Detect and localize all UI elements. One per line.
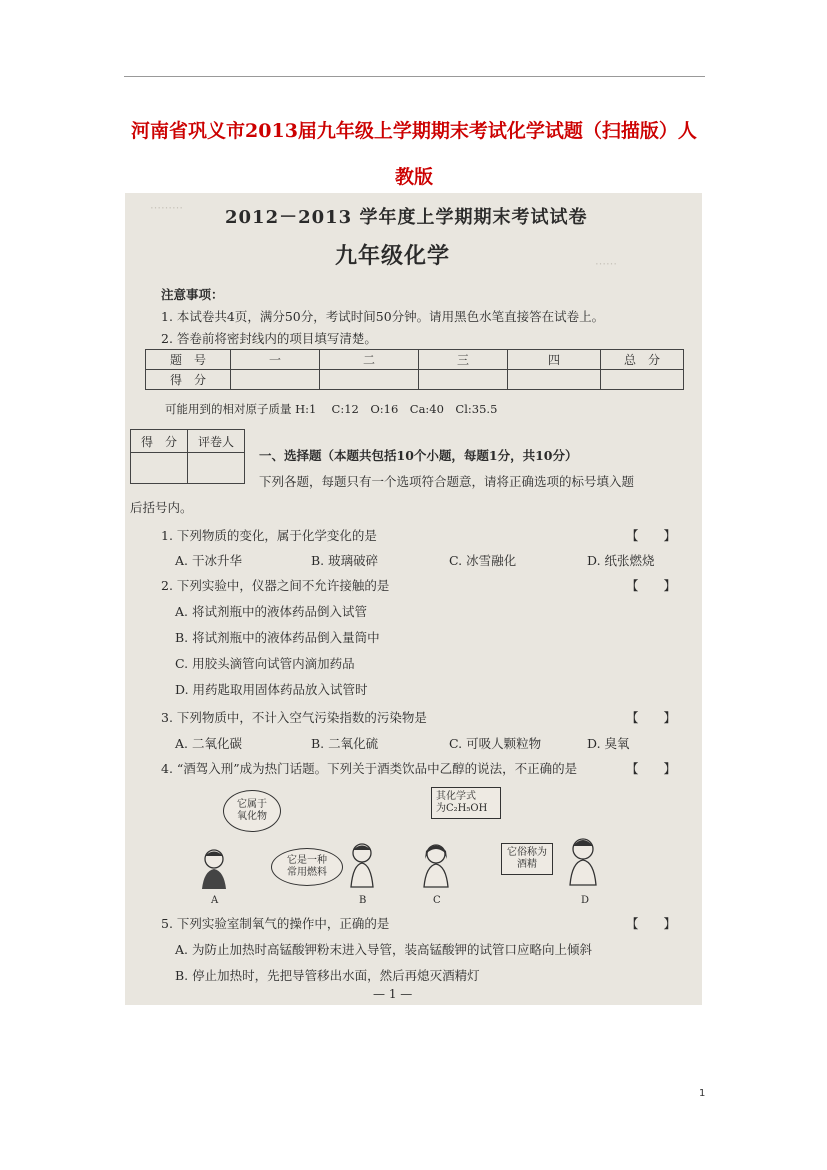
person-a-icon	[199, 847, 231, 891]
grader-box-row	[131, 453, 245, 484]
person-d-icon	[565, 835, 601, 887]
bubble-text: 它俗称为酒精	[507, 847, 547, 870]
grader-box-cell	[131, 453, 188, 484]
option: B. 停止加热时，先把导管移出水面，然后再熄灭酒精灯	[175, 968, 480, 983]
exam-title: 2012－2013 学年度上学期期末考试试卷	[225, 207, 588, 228]
section1-instructions: 下列各题，每题只有一个选项符合题意，请将正确选项的标号填入题	[259, 474, 635, 489]
question-5: 5. 下列实验室制氧气的操作中，正确的是	[161, 916, 390, 931]
score-table-row	[146, 350, 684, 370]
score-table-cell: 总 分	[601, 350, 684, 370]
score-table-cell: 得 分	[146, 370, 231, 390]
score-table-cell	[231, 370, 320, 390]
speech-bubble-c	[431, 787, 501, 819]
speech-bubble-b	[271, 848, 343, 886]
option: A. 二氧化碳	[175, 736, 242, 751]
speech-bubble-d	[501, 843, 553, 875]
speech-bubble-a	[223, 790, 281, 832]
option: C. 冰雪融化	[449, 553, 517, 568]
grader-box-cell	[188, 453, 245, 484]
score-table-cell: 四	[508, 350, 601, 370]
note-2: 2. 答卷前将密封线内的项目填写清楚。	[161, 331, 377, 346]
grader-box-cell: 得 分	[131, 430, 188, 453]
score-table-cell	[320, 370, 419, 390]
score-table	[145, 349, 684, 390]
note-1: 1. 本试卷共4页，满分50分，考试时间50分钟。请用黑色水笔直接答在试卷上。	[161, 309, 605, 324]
option: D. 纸张燃烧	[587, 553, 655, 568]
bubble-text: 它属于氧化物	[237, 799, 267, 822]
option: C. 用胶头滴管向试管内滴加药品	[175, 656, 355, 671]
grader-box	[130, 429, 245, 484]
section1-title: 一、选择题（本题共包括10个小题，每题1分，共10分）	[259, 448, 578, 463]
choice-label-d: D	[581, 895, 590, 906]
choice-label-a: A	[211, 895, 219, 906]
answer-bracket: 【 】	[625, 710, 676, 725]
score-table-cell: 二	[320, 350, 419, 370]
score-table-cell	[508, 370, 601, 390]
score-table-cell: 题 号	[146, 350, 231, 370]
question-2: 2. 下列实验中，仪器之间不允许接触的是	[161, 578, 390, 593]
option: D. 臭氧	[587, 736, 630, 751]
grader-box-cell: 评卷人	[188, 430, 245, 453]
answer-bracket: 【 】	[625, 916, 676, 931]
question-1: 1. 下列物质的变化，属于化学变化的是	[161, 528, 377, 543]
bubble-text: 其化学式	[436, 791, 476, 802]
answer-bracket: 【 】	[625, 528, 676, 543]
choice-label-c: C	[433, 895, 441, 906]
score-table-cell: 一	[231, 350, 320, 370]
page-number: 1	[699, 1088, 706, 1099]
score-table-cell	[419, 370, 508, 390]
document-title	[118, 108, 710, 200]
option: A. 干冰升华	[175, 553, 242, 568]
header-rule	[124, 76, 705, 77]
option: A. 为防止加热时高锰酸钾粉末进入导管，装高锰酸钾的试管口应略向上倾斜	[175, 942, 592, 957]
exam-subject: 九年级化学	[335, 243, 451, 269]
bubble-text: 为C₂H₅OH	[436, 803, 488, 814]
option: D. 用药匙取用固体药品放入试管时	[175, 682, 368, 697]
exam-page-footer: — 1 —	[373, 987, 413, 1001]
grader-box-row	[131, 430, 245, 453]
option: C. 可吸人颗粒物	[449, 736, 542, 751]
scanned-exam-page	[125, 193, 702, 1005]
answer-bracket: 【 】	[625, 761, 676, 776]
bleed-through-text: ⋯⋯⋯	[150, 201, 183, 214]
score-table-row	[146, 370, 684, 390]
document-title-line1: 河南省巩义市2013届九年级上学期期末考试化学试题（扫描版）人	[131, 120, 697, 142]
question-3: 3. 下列物质中，不计入空气污染指数的污染物是	[161, 710, 427, 725]
option: B. 二氧化硫	[311, 736, 379, 751]
answer-bracket: 【 】	[625, 578, 676, 593]
choice-label-b: B	[359, 895, 367, 906]
score-table-cell: 三	[419, 350, 508, 370]
atomic-masses: 可能用到的相对原子质量 H:1 C:12 O:16 Ca:40 Cl:35.5	[165, 402, 498, 416]
person-b-icon	[347, 841, 379, 889]
bubble-text: 它是一种常用燃料	[287, 855, 327, 878]
document-title-line2: 教版	[394, 166, 433, 188]
option: A. 将试剂瓶中的液体药品倒入试管	[175, 604, 367, 619]
option: B. 将试剂瓶中的液体药品倒入量筒中	[175, 630, 380, 645]
bleed-through-text: ⋯⋯	[595, 257, 617, 270]
question-4: 4. “酒驾入刑”成为热门话题。下列关于酒类饮品中乙醇的说法，不正确的是	[161, 761, 578, 776]
score-table-cell	[601, 370, 684, 390]
section1-instructions-cont: 后括号内。	[130, 500, 193, 515]
notes-heading: 注意事项：	[161, 287, 224, 302]
option: B. 玻璃破碎	[311, 553, 379, 568]
person-c-icon	[419, 841, 453, 889]
